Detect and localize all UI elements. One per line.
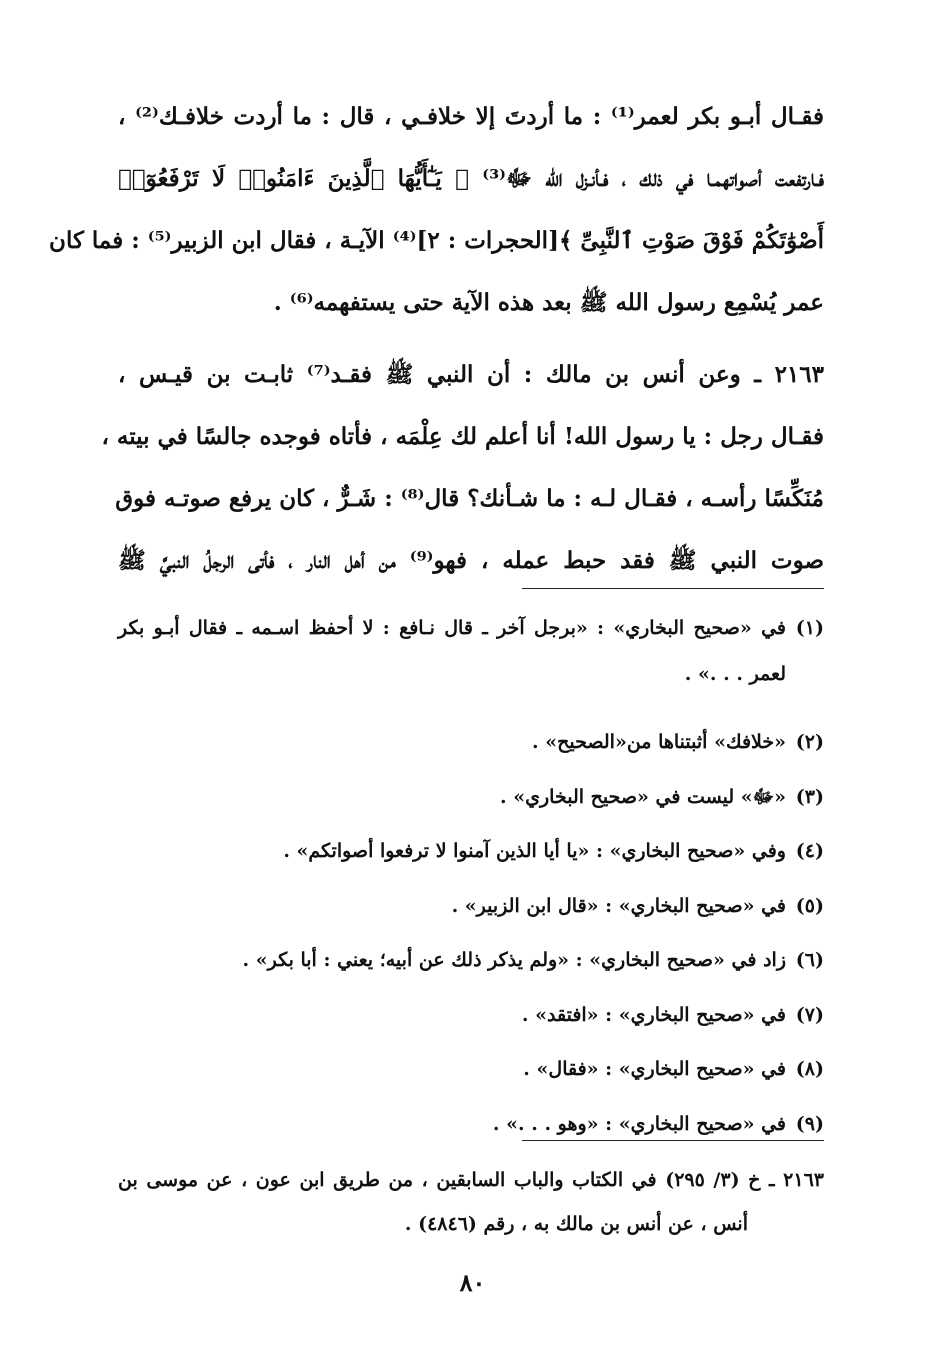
footnote-number: (١) xyxy=(795,617,824,639)
footnote-separator xyxy=(522,588,824,589)
footnote-item xyxy=(118,715,824,770)
text-line: أَصْوَٰتَكُمْ فَوْقَ صَوْتِ ٱلنَّبِىِّ ﴾[الحجرات : ٢]⁽⁴⁾ الآيـة ، فقال ابن الزبير⁽⁵⁾ : فما كان xyxy=(49,227,824,254)
footnote-item xyxy=(118,1042,824,1097)
text-line: فـارتفعت أصواتهمـا في ذلك ، فـأنـزل الله ﷻ⁽³⁾ ﴿ يَـٰٓأَيُّهَا ٱلَّذِينَ ءَامَنُوا۟ لَا تَرْفَعُوٓا۟ xyxy=(118,165,824,192)
page-number: ٨٠ xyxy=(459,1268,486,1297)
footnote-number: (٦) xyxy=(795,949,824,971)
source-separator xyxy=(522,1140,824,1141)
footnote-text: في «صحيح البخاري» : «وهو . . .» . xyxy=(492,1112,786,1135)
footnote-text: «ﷻ» ليست في «صحيح البخاري» . xyxy=(500,785,786,808)
text-line: ٢١٦٣ ـ وعن أنس بن مالك : أن النبي ﷺ فقـد⁽⁷⁾ ثابـت بن قيـس ، xyxy=(118,361,824,388)
footnote-item xyxy=(118,933,824,988)
footnote-item xyxy=(118,824,824,879)
footnote-item xyxy=(118,879,824,934)
footnote-line: في «صحيح البخاري» : «برجل آخر ـ قال نـافع : لا أحفظ اسـمه ـ فقال أبـو بكر xyxy=(118,617,786,639)
footnote-text: في «صحيح البخاري» : «افتقد» . xyxy=(521,1003,786,1026)
main-text xyxy=(49,86,824,592)
footnote-number: (٩) xyxy=(795,1112,824,1135)
footnote-number: (٢) xyxy=(795,731,824,753)
footnote-item xyxy=(118,988,824,1043)
text-line: مُنَكِّسًا رأسـه ، فقـال لـه : ما شـأنك؟ قال⁽⁸⁾ : شَـرٌّ ، كان يرفع صوتـه فوق xyxy=(115,485,824,512)
source-note xyxy=(118,1158,824,1246)
footnote-number: (٨) xyxy=(795,1058,824,1080)
footnote-text xyxy=(118,605,786,715)
text-line: فقـال أبـو بكر لعمر⁽¹⁾ : ما أردتَ إلا خلافـي ، قال : ما أردت خلافـك⁽²⁾ ، xyxy=(118,103,824,130)
footnote-number: (٥) xyxy=(795,894,824,917)
source-line: أنس ، عن أنس بن مالك به ، رقم (٤٨٤٦) . xyxy=(404,1213,748,1235)
footnote-item xyxy=(118,1097,824,1152)
footnote-text: في «صحيح البخاري» : «فقال» . xyxy=(523,1058,786,1080)
footnote-text: وفي «صحيح البخاري» : «يا أيا الذين آمنوا لا ترفعوا أصواتكم» . xyxy=(283,840,786,862)
footnote-text: زاد في «صحيح البخاري» : «ولم يذكر ذلك عن أبيه؛ يعني : أبا بكر» . xyxy=(242,949,786,971)
footnote-text: في «صحيح البخاري» : «قال ابن الزبير» . xyxy=(451,894,786,917)
footnote-item xyxy=(118,605,824,715)
text-line: عمر يُسْمِع رسول الله ﷺ بعد هذه الآية حتى يستفهمه⁽⁶⁾ . xyxy=(273,289,824,316)
footnote-number: (٣) xyxy=(795,785,824,808)
footnote-text: «خلافك» أثبتناها من«الصحيح» . xyxy=(532,731,786,753)
footnotes xyxy=(118,605,824,1151)
footnote-item xyxy=(118,770,824,825)
footnote-line: لعمر . . .» . xyxy=(684,663,786,685)
source-line: ٢١٦٣ ـ خ (٣/ ٢٩٥) في الكتاب والباب السابقين ، من طريق ابن عون ، عن موسى بن xyxy=(118,1169,824,1191)
text-line: فقـال رجل : يا رسول الله! أنا أعلم لك عِلْمَه ، فأتاه فوجده جالسًا في بيته ، xyxy=(101,423,824,450)
footnote-number: (٧) xyxy=(795,1003,824,1026)
text-line: صوت النبي ﷺ فقد حبط عمله ، فهو⁽⁹⁾ من أهل النار ، فأتى الرجلُ النبيَّ ﷺ xyxy=(118,547,824,574)
footnote-number: (٤) xyxy=(795,840,824,862)
